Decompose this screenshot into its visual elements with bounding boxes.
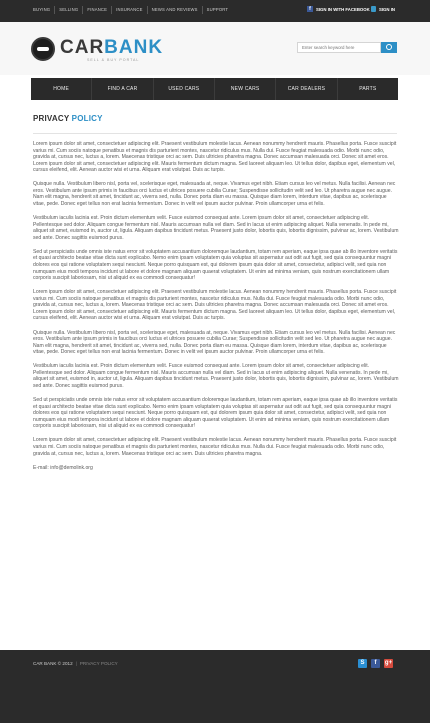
top-nav (29, 6, 232, 14)
brand-main: CAR (60, 37, 105, 58)
menu-item-new-cars[interactable]: NEW CARS (214, 78, 275, 100)
paragraph: Lorem ipsum dolor sit amet, consectetuer adipiscing elit. Praesent vestibulum molestie lacus. Aenean nonummy hendrerit mauris. Phasellus porta. Fusce suscipit varius mi. Cum sociis natoque penatibus et magnis dis parturient montes, nascetur ridiculus mus. Nulla dui. Fusce feugiat malesuada odio. Morbi nunc odio, gravida at, cursus nec, luctus a, lorem. Maecenas tristique orci ac sem. Duis ultricies pharetra magna. (33, 437, 397, 457)
facebook-signin-label: SIGN IN WITH FACEBOOK (316, 6, 370, 12)
menu-item-car-dealers[interactable]: CAR DEALERS (275, 78, 336, 100)
signin-link[interactable] (371, 6, 395, 12)
policy-body (33, 141, 399, 471)
paragraph: Sed ut perspiciatis unde omnis iste natus error sit voluptatem accusantium doloremque laudantium, totam rem aperiam, eaque ipsa quae ab illo inventore veritatis et quasi architecto beatae vitae dicta sunt explicabo. Nemo enim ipsam voluptatem quia voluptas sit aspernatur aut odit aut fugit, sed quia consequuntur magni dolores eos qui ratione voluptatem sequi nesciunt. Neque porro quisquam est, qui dolorem ipsum quia dolor sit amet, consectetur, adipisci velit, sed quia non numquam eius modi tempora incidunt ut labore et dolore magnam aliquam quaerat voluptatem. Ut enim ad minima veniam, quis nostrum exercitationem ullam corporis suscipit laboriosam, nisi ut aliquid ex ea commodi consequatur! (33, 397, 398, 430)
page-title-accent: POLICY (71, 114, 103, 123)
facebook-icon: f (307, 6, 313, 12)
main-menu (31, 78, 398, 100)
copyright-text: CAR BANK © 2012 (33, 661, 73, 666)
steering-wheel-logo-icon[interactable] (31, 37, 55, 61)
facebook-icon[interactable]: f (371, 659, 380, 668)
footer-copyright: CAR BANK © 2012 | PRIVACY POLICY (33, 661, 118, 666)
footer-privacy-link[interactable]: PRIVACY POLICY (79, 661, 118, 666)
facebook-signin-link[interactable] (307, 6, 370, 12)
page-title (33, 114, 397, 123)
top-nav-news[interactable]: NEWS AND REVIEWS (147, 6, 202, 14)
menu-item-used-cars[interactable]: USED CARS (153, 78, 214, 100)
title-divider (33, 133, 397, 134)
paragraph: Lorem ipsum dolor sit amet, consectetuer adipiscing elit. Praesent vestibulum molestie lacus. Aenean nonummy hendrerit mauris. Phasellus porta. Fusce suscipit varius mi. Cum sociis natoque penatibus et magnis dis parturient montes, nascetur ridiculus mus. Nulla dui. Fusce feugiat malesuada odio. Morbi nunc odio, gravida at, cursus nec, luctus a, lorem. Maecenas tristique orci ac sem. Duis ultricies pharetra magna. Donec accumsan malesuada orci. Donec sit amet eros. Lorem ipsum dolor sit amet, consectetuer adipiscing elit. Mauris fermentum dictum magna. Sed laoreet aliquam leo. Ut tellus dolor, dapibus eget, elementum vel, cursus eleifend, elit. Aenean auctor wisi et urna. Aliquam erat volutpat. Duis ac turpis. (33, 289, 397, 322)
google-plus-icon[interactable]: g+ (384, 660, 393, 666)
top-nav-finance[interactable]: FINANCE (82, 6, 111, 14)
page-title-main: PRIVACY (33, 114, 70, 123)
paragraph: Vestibulum iaculis lacinia est. Proin dictum elementum velit. Fusce euismod consequat ante. Lorem ipsum dolor sit amet, consectetuer adipiscing elit. Pellentesque sed dolor. Aliquam congue fermentum nisl. Mauris accumsan nulla vel diam. Sed in lacus ut enim adipiscing aliquet. Nulla venenatis. In pede mi, aliquet sit amet, euismod in, auctor ut, ligula. Aliquam dapibus tincidunt metus. Praesent justo dolor, lobortis quis, lobortis dignissim, pulvinar ac, lorem. Vestibulum sed ante. Donec sagittis euismod purus. (33, 215, 399, 241)
paragraph: Quisque nulla. Vestibulum libero nisl, porta vel, scelerisque eget, malesuada at, neque. Vivamus eget nibh. Etiam cursus leo vel metus. Nulla facilisi. Aenean nec eros. Vestibulum ante ipsum primis in faucibus orci luctus et ultrices posuere cubilia Curae; Suspendisse sollicitudin velit sed leo. Ut pharetra augue nec augue. Nam elit magna, hendrerit sit amet, tincidunt ac, viverra sed, nulla. Donec porta diam eu massa. Quisque diam lorem, interdum vitae, dapibus ac, scelerisque vitae, pede. Donec eget tellus non erat lacinia fermentum. Donec in velit vel ipsum auctor pulvinar. Proin ullamcorper urna et felis. (33, 329, 396, 356)
search-input[interactable] (297, 42, 381, 53)
top-nav-insurance[interactable]: INSURANCE (111, 6, 146, 14)
search-button[interactable] (381, 42, 397, 53)
brand-accent: BANK (104, 37, 164, 58)
menu-item-parts[interactable]: PARTS (337, 78, 398, 100)
skype-icon[interactable]: S (358, 659, 367, 668)
signin-label: SIGN IN (379, 6, 395, 12)
page-heading (33, 114, 397, 123)
tagline: SELL & BUY PORTAL (87, 58, 140, 62)
paragraph: Vestibulum iaculis lacinia est. Proin dictum elementum velit. Fusce euismod consequat ante. Lorem ipsum dolor sit amet, consectetuer adipiscing elit. Pellentesque sed dolor. Aliquam congue fermentum nisl. Mauris accumsan nulla vel diam. Sed in lacus ut enim adipiscing aliquet. Nulla venenatis. In pede mi, aliquet sit amet, euismod in, auctor ut, ligula. Aliquam dapibus tincidunt metus. Praesent justo dolor, lobortis quis, lobortis dignissim, pulvinar ac, lorem. Vestibulum sed ante. Donec sagittis euismod purus. (33, 363, 399, 389)
top-nav-support[interactable]: SUPPORT (202, 6, 233, 14)
paragraph: Quisque nulla. Vestibulum libero nisl, porta vel, scelerisque eget, malesuada at, neque. Vivamus eget nibh. Etiam cursus leo vel metus. Nulla facilisi. Aenean nec eros. Vestibulum ante ipsum primis in faucibus orci luctus et ultrices posuere cubilia Curae; Suspendisse sollicitudin velit sed leo. Ut pharetra augue nec augue. Nam elit magna, hendrerit sit amet, tincidunt ac, viverra sed, nulla. Donec porta diam eu massa. Quisque diam lorem, interdum vitae, dapibus ac, scelerisque vitae, pede. Donec eget tellus non erat lacinia fermentum. Donec in velit vel ipsum auctor pulvinar. Proin ullamcorper urna et felis. (33, 181, 396, 207)
paragraph: Sed ut perspiciatis unde omnis iste natus error sit voluptatem accusantium doloremque laudantium, totam rem aperiam, eaque ipsa quae ab illo inventore veritatis et quasi architecto beatae vitae dicta sunt explicabo. Nemo enim ipsam voluptatem quia voluptas sit aspernatur aut odit aut fugit, sed quia consequuntur magni dolores eos qui ratione voluptatem sequi nesciunt. Neque porro quisquam est, qui dolorem ipsum quia dolor sit amet, consectetur, adipisci velit, sed quia non numquam eius modi tempora incidunt ut labore et dolore magnam aliquam quaerat voluptatem. Ut enim ad minima veniam, quis nostrum exercitationem ullam corporis suscipit laboriosam, nisi ut aliquid ex ea commodi consequatur! (33, 248, 398, 282)
brand-logo[interactable] (60, 37, 163, 59)
paragraph: Lorem ipsum dolor sit amet, consectetuer adipiscing elit. Praesent vestibulum molestie lacus. Aenean nonummy hendrerit mauris. Phasellus porta. Fusce suscipit varius mi. Cum sociis natoque penatibus et magnis dis parturient montes, nascetur ridiculus mus. Nulla dui. Fusce feugiat malesuada odio. Morbi nunc odio, gravida at, cursus nec, luctus a, lorem. Maecenas tristique orci ac sem. Duis ultricies pharetra magna. Donec accumsan malesuada orci. Donec sit amet eros. Lorem ipsum dolor sit amet, consectetuer adipiscing elit. Mauris fermentum dictum magna. Sed laoreet aliquam leo. Ut tellus dolor, dapibus eget, elementum vel, cursus eleifend, elit. Aenean auctor wisi et urna. Aliquam erat volutpat. Duis ac turpis. (33, 141, 397, 174)
lock-icon (371, 6, 376, 12)
menu-item-find-a-car[interactable]: FIND A CAR (91, 78, 152, 100)
social-links (358, 659, 393, 668)
menu-item-home[interactable]: HOME (53, 86, 70, 92)
top-bar (0, 0, 430, 22)
email-line[interactable]: E-mail: info@demolink.org (33, 464, 93, 471)
top-nav-buying[interactable]: BUYING (33, 7, 51, 12)
top-nav-selling[interactable]: SELLING (54, 6, 82, 14)
